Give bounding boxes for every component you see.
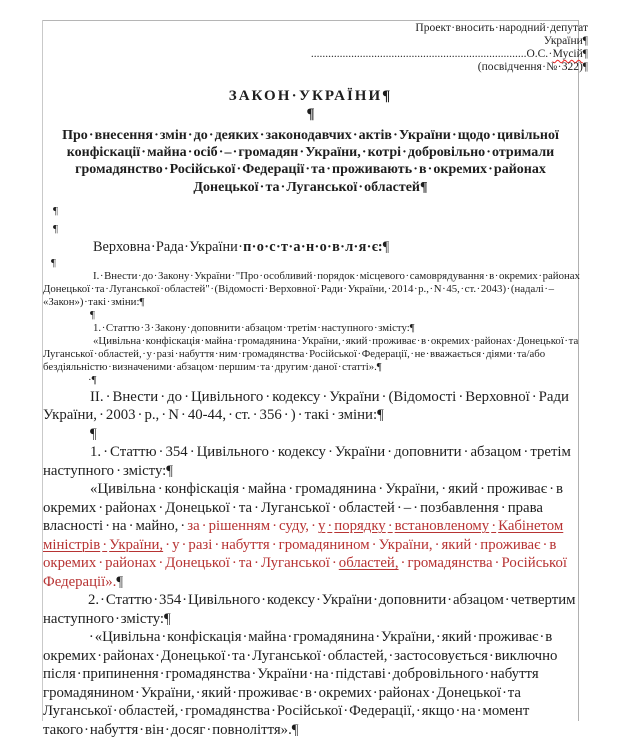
- article3-supplement-quote: «Цивільна·конфіскація·майна·громадянина·України,·який·проживає·в·окремих·районах·Донецької·та Луганської·областей,·у·разі·набуття·ним·громадянства·Російської·Федерації,·не·вважається·діями·та/або бездіяльністю·визначеними·абзацом·першим·та·другим·даної·статті».¶: [43, 334, 579, 373]
- section1-intro-paragraph: І.·Внести·до·Закону·України·"Про·особливий·порядок·місцевого·самоврядування·в·окремих·районах Донецької·та·Луганської·областей"·(Відомості·Верховної·Ради·України,·2014·р.,·N·45,·ст.·2043)·(надалі·– «Закон»)·такі·зміни:¶: [43, 269, 580, 308]
- resolution-clause: Верховна·Рада·України·п·о·с·т·а·н·о·в·л·я·є:¶: [93, 238, 390, 255]
- empty-paragraph-mark: ¶: [53, 204, 58, 217]
- empty-paragraph-mark: ¶: [90, 425, 97, 442]
- law-subject-title: Про·внесення·змін·до·деяких·законодавчих·актів·України·щодо·цивільної конфіскації·майна·осіб·–·громадян·України,·котрі·добровільно·отримали громадянство·Російської·Федерації·та·проживають·в·окремих·районах Донецької·та·Луганської·областей¶: [62, 128, 559, 195]
- page-text-boundary-right: [578, 20, 579, 721]
- law-heading: ЗАКОН·УКРАЇНИ¶: [228, 88, 393, 104]
- document-text-area[interactable]: [43, 21, 588, 739]
- section2-intro-paragraph: ІІ. · Внести · до · Цивільного · кодексу · України · (Відомості · Верховної · Ради України, · 2003 · р., · N · 40-44, · ст. · 356 · ) · такі · зміни:¶: [43, 388, 569, 424]
- heading-pilcrow-line: ¶: [306, 106, 315, 122]
- inserted-text-paragraph-2: ·«Цивільна·конфіскація·майна·громадянина·України,·який·проживає·в окремих·районах·Донецької·та·Луганської·областей,·застосовується·виключно після·припинення·громадянства·України·на·підставі·добровільного·набуття громадянином·України,·який·проживає·в·окремих·районах·Донецької·та Луганської·областей,·громадянства·Російської·Федерації,·якщо·на·момент такого·набуття·він·досяг·повноліття».¶: [43, 629, 558, 738]
- amendment2-item1-paragraph: 1. · Статтю · 354 · Цивільного · кодексу · України · доповнити · абзацом · третім наступного · змісту:¶: [43, 444, 571, 479]
- empty-paragraph-mark: ·¶: [88, 373, 97, 386]
- proposer-header-block: Проект·вносить·народний·депутат України¶ ...........................................................................О.С.·Мусій¶ (посвідчення·№·322)¶: [310, 22, 588, 73]
- empty-paragraph-mark: ¶: [53, 222, 58, 235]
- inserted-text-paragraph: «Цивільна · конфіскація · майна · громадянина · України, · який · проживає · в окремих · районах · Донецької · та · Луганської · областей · – · позбавлення · права власності · на · майно, · за · рішенням · суду, · у · порядку · встановленому · Кабінетом міністрів · України, · у · разі · набуття · громадянином · України, · який · проживає · в окремих · районах · Донецької · та · Луганської · областей, · громадянства · Російської Федерації».¶: [43, 481, 567, 590]
- empty-paragraph-mark: ¶: [51, 256, 56, 269]
- amendment1-item1-paragraph: 1.·Статтю·3·Закону·доповнити·абзацом·третім·наступного·змісту:¶: [93, 321, 415, 334]
- amendment2-item2-paragraph: 2.·Статтю·354·Цивільного·кодексу·України·доповнити·абзацом·четвертим наступного·змісту:¶: [43, 592, 576, 627]
- empty-paragraph-mark: ¶: [90, 308, 95, 321]
